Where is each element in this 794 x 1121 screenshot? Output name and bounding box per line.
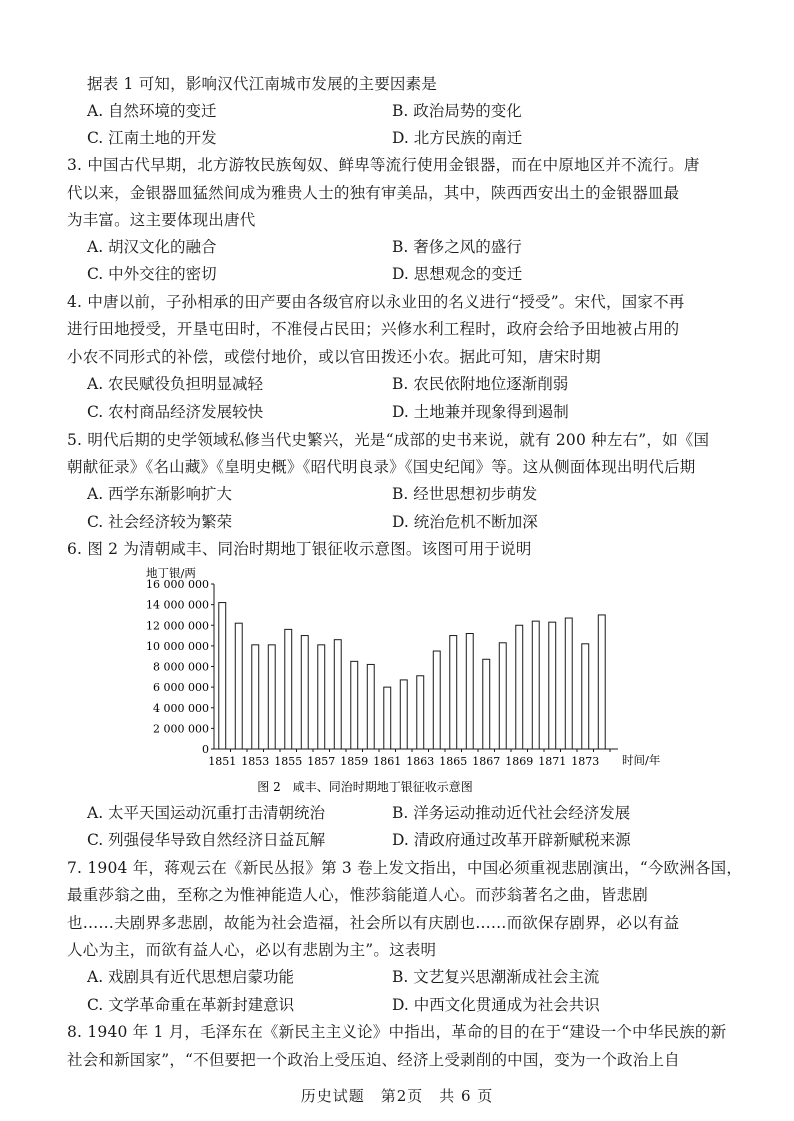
- bar-1868: [499, 643, 506, 749]
- bar-1857: [318, 645, 325, 749]
- x-tick-label: 1857: [307, 755, 336, 768]
- y-tick-label: 6 000 000: [153, 681, 209, 695]
- option-a[interactable]: A. 胡汉文化的融合: [87, 238, 217, 256]
- x-tick-label: 1865: [439, 755, 468, 768]
- bar-1851: [219, 603, 226, 749]
- question-text-line: 为丰富。这主要体现出唐代: [67, 211, 256, 229]
- x-axis-label: 时间/年: [622, 753, 661, 767]
- bar-1860: [367, 664, 374, 749]
- option-a[interactable]: A. 太平天国运动沉重打击清朝统治: [87, 804, 326, 822]
- bar-1859: [351, 661, 358, 749]
- option-b[interactable]: B. 政治局势的变化: [392, 102, 522, 120]
- bar-1855: [285, 629, 292, 749]
- x-tick-label: 1861: [373, 755, 402, 768]
- option-d[interactable]: D. 清政府通过改革开辟新赋税来源: [392, 831, 631, 849]
- chart-caption: 图 2 咸丰、同治时期地丁银征收示意图: [257, 780, 473, 794]
- x-axis: [208, 749, 618, 768]
- x-tick-label: 1853: [241, 755, 270, 768]
- option-b[interactable]: B. 洋务运动推动近代社会经济发展: [392, 804, 631, 822]
- bar-1874: [598, 615, 605, 749]
- option-d[interactable]: D. 思想观念的变迁: [392, 265, 523, 283]
- x-tick-label: 1859: [340, 755, 369, 768]
- bar-1870: [532, 621, 539, 749]
- option-c[interactable]: C. 文学革命重在革新封建意识: [87, 996, 295, 1014]
- page-footer: 历史试题 第2页 共 6 页: [300, 1087, 494, 1105]
- y-tick-label: 0: [202, 743, 209, 756]
- question-text-line: 社会和新国家”，“不但要把一个政治上受压迫、经济上受剥削的中国，变为一个政治上自: [67, 1051, 680, 1069]
- question-text-line: 最重莎翁之曲，至称之为惟神能造人心，惟莎翁能道人心。而莎翁著名之曲，皆悲剧: [67, 886, 648, 904]
- y-tick-label: 2 000 000: [153, 722, 209, 736]
- bar-1873: [582, 644, 589, 749]
- bar-1854: [268, 645, 275, 749]
- y-tick-label: 4 000 000: [153, 701, 209, 715]
- y-tick-label: 16 000 000: [146, 578, 209, 591]
- question-text-line: 7. 1904 年，蒋观云在《新民丛报》第 3 卷上发文指出，中国必须重视悲剧演出，“今欧洲各国，: [67, 859, 743, 877]
- bar-1872: [565, 618, 572, 749]
- option-c[interactable]: C. 社会经济较为繁荣: [87, 513, 233, 531]
- x-tick-label: 1863: [406, 755, 435, 768]
- x-tick-label: 1871: [538, 755, 567, 768]
- x-tick-label: 1867: [472, 755, 501, 768]
- y-axis: [146, 578, 214, 756]
- question-text-line: 小农不同形式的补偿，或偿付地价，或以官田拨还小农。据此可知，唐宋时期: [67, 348, 601, 366]
- scan-top-edge: [0, 0, 794, 6]
- option-b[interactable]: B. 经世思想初步萌发: [392, 485, 538, 503]
- bar-1856: [301, 636, 308, 749]
- question-text-line: 也……夫剧界多悲剧，故能为社会造福，社会所以有庆剧也……而欲保存剧界，必以有益: [67, 914, 680, 932]
- y-tick-label: 12 000 000: [146, 619, 209, 633]
- question-text-line: 朝献征录》《名山藏》《皇明史概》《昭代明良录》《国史纪闻》等。这从侧面体现出明代后期: [67, 458, 696, 476]
- bar-series: [219, 603, 605, 749]
- question-text-line: 3. 中国古代早期，北方游牧民族匈奴、鲜卑等流行使用金银器，而在中原地区并不流行。唐: [67, 156, 700, 174]
- question-text-line: 人心为主，而欲有益人心，必以有悲剧为主”。这表明: [67, 941, 437, 959]
- bar-1863: [417, 676, 424, 749]
- bar-1853: [252, 645, 259, 749]
- bar-1867: [483, 659, 490, 749]
- y-tick-label: 8 000 000: [153, 660, 209, 674]
- question-text-line: 5. 明代后期的史学领域私修当代史繁兴，光是“成部的史书来说，就有 200 种左右”，如《国: [67, 431, 710, 449]
- option-c[interactable]: C. 列强侵华导致自然经济日益瓦解: [87, 831, 326, 849]
- bar-1865: [450, 636, 457, 749]
- bar-1866: [466, 634, 473, 750]
- question-text-line: 代以来，金银器皿猛然间成为雅贵人士的独有审美品，其中，陕西西安出土的金银器皿最: [67, 184, 680, 202]
- option-c[interactable]: C. 农村商品经济发展较快: [87, 403, 264, 421]
- option-a[interactable]: A. 农民赋役负担明显减轻: [87, 375, 264, 393]
- y-tick-label: 14 000 000: [146, 598, 209, 612]
- question-text-line: 进行田地授受，开垦屯田时，不准侵占民田；兴修水利工程时，政府会给予田地被占用的: [67, 320, 680, 338]
- option-d[interactable]: D. 统治危机不断加深: [392, 513, 538, 531]
- x-tick-label: 1869: [505, 755, 534, 768]
- bar-1858: [334, 640, 341, 749]
- option-a[interactable]: A. 戏剧具有近代思想启蒙功能: [87, 968, 295, 986]
- bar-1862: [400, 680, 407, 749]
- bar-1861: [384, 687, 391, 749]
- y-axis-label: 地丁银/两: [146, 566, 196, 580]
- x-tick-label: 1851: [208, 755, 237, 768]
- bar-1871: [549, 622, 556, 749]
- option-d[interactable]: D. 中西文化贯通成为社会共识: [392, 996, 600, 1014]
- option-b[interactable]: B. 文艺复兴思潮渐成社会主流: [392, 968, 600, 986]
- option-b[interactable]: B. 农民依附地位逐渐削弱: [392, 375, 569, 393]
- option-a[interactable]: A. 自然环境的变迁: [87, 102, 217, 120]
- question-text-line: 6. 图 2 为清朝咸丰、同治时期地丁银征收示意图。该图可用于说明: [67, 540, 532, 558]
- bar-1869: [516, 625, 523, 749]
- question-text-line: 据表 1 可知，影响汉代江南城市发展的主要因素是: [87, 75, 438, 93]
- x-tick-label: 1873: [571, 755, 600, 768]
- y-tick-label: 10 000 000: [146, 639, 209, 653]
- bar-1864: [433, 651, 440, 749]
- option-c[interactable]: C. 中外交往的密切: [87, 265, 217, 283]
- x-tick-label: 1855: [274, 755, 303, 768]
- land-tax-bar-chart: [140, 564, 680, 796]
- question-text-line: 8. 1940 年 1 月，毛泽东在《新民主主义论》中指出，革命的目的在于“建设一个中华民族的新: [67, 1023, 727, 1041]
- option-b[interactable]: B. 奢侈之风的盛行: [392, 238, 522, 256]
- question-text-line: 4. 中唐以前，子孙相承的田产要由各级官府以永业田的名义进行“授受”。宋代，国家不再: [67, 293, 685, 311]
- option-d[interactable]: D. 土地兼并现象得到遏制: [392, 403, 569, 421]
- option-d[interactable]: D. 北方民族的南迁: [392, 129, 523, 147]
- option-a[interactable]: A. 西学东渐影响扩大: [87, 485, 233, 503]
- option-c[interactable]: C. 江南土地的开发: [87, 129, 217, 147]
- bar-1852: [235, 623, 242, 749]
